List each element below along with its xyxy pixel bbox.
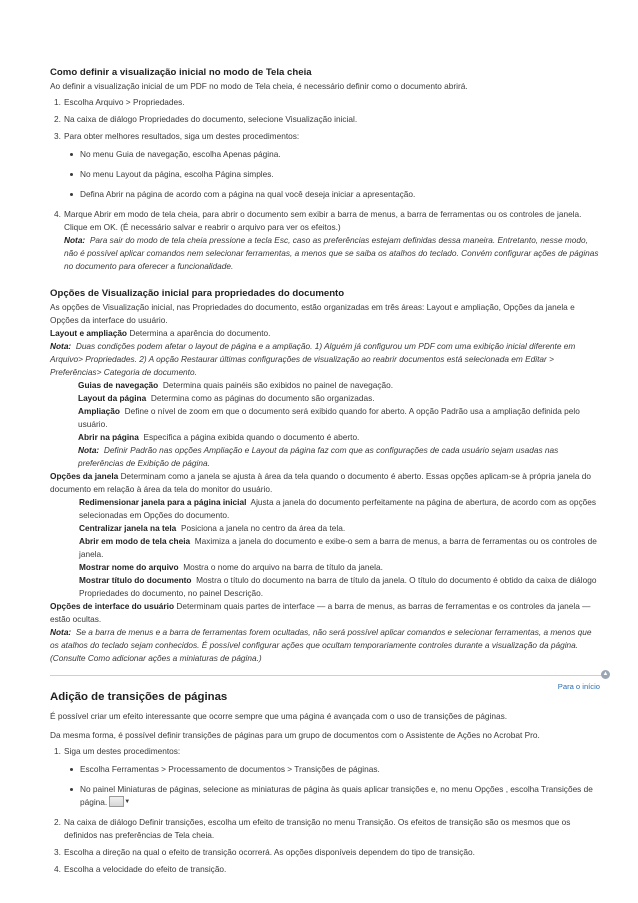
bullet-item: No menu Layout da página, escolha Página simples. xyxy=(64,168,602,181)
definition: Opções de interface do usuário Determinam quais partes de interface — a barra de menus, as barras de ferramentas e os controles da janela — estão ocultas. xyxy=(50,601,591,624)
definition: Redimensionar janela para a página inicial Ajusta a janela do documento perfeitamente na página de abertura, de acordo com as opções selecionadas em Opções do documento. xyxy=(79,497,597,520)
list-item: 3. Para obter melhores resultados, siga um destes procedimentos: No menu Guia de navegação, escolha Apenas página. No menu Layout da página, escolha Página simples. Defina Abrir na página de acordo com a página na qual você deseja iniciar a apresentação. xyxy=(50,130,602,201)
section-title: Como definir a visualização inicial no modo de Tela cheia xyxy=(50,67,312,78)
section-intro: Ao definir a visualização inicial de um PDF no modo de Tela cheia, é necessário definir como o documento abrirá. xyxy=(50,81,468,91)
definition: Mostrar nome do arquivo Mostra o nome do arquivo na barra de título da janela. xyxy=(79,562,383,572)
dropdown-arrow-icon: ▼ xyxy=(124,799,131,805)
definition: Guias de navegação Determina quais painéis são exibidos no painel de navegação. xyxy=(78,380,394,390)
definition: Opções da janela Determinam como a janela se ajusta à área da tela quando o documento é aberto. Essas opções aplicam-se à própria janela do documento em relação à área da tela do monitor do usuário. xyxy=(50,471,592,494)
definition: Layout da página Determina como as páginas do documento são organizadas. xyxy=(78,393,375,403)
document-page xyxy=(50,66,609,880)
paragraph: Da mesma forma, é possível definir transições de páginas para um grupo de documentos com o Assistente de Ações no Acrobat Pro. xyxy=(50,730,540,740)
definition: Centralizar janela na tela Posiciona a janela no centro da área da tela. xyxy=(79,523,346,533)
definition: Layout e ampliação Determina a aparência do documento. xyxy=(50,328,271,338)
note: Nota: Duas condições podem afetar o layout de página e a ampliação. 1) Alguém já configurou um PDF com uma exibição inicial diferente em Arquivo> Propriedades. 2) A opção Restaurar últimas configurações de visualização ao reabrir documentos está selecionada em Editar > Preferências> Categoria de documento. xyxy=(50,341,576,377)
window-options xyxy=(50,496,602,600)
list-item: 1. Escolha Arquivo > Propriedades. xyxy=(54,97,185,107)
section-intro: As opções de Visualização inicial, nas Propriedades do documento, estão organizadas em três áreas: Layout e ampliação, Opções da janela e Opções da interface do usuário. xyxy=(50,302,575,325)
arrow-up-icon[interactable]: ▲ xyxy=(602,671,609,677)
bullet-item: No painel Miniaturas de páginas, selecione as miniaturas de página às quais aplicar transições e, no menu Opções , escolha Transições de página. ▼ xyxy=(64,783,602,809)
section-divider xyxy=(50,671,609,691)
definition: Abrir na página Especifica a página exibida quando o documento é aberto. xyxy=(78,432,360,442)
note: Nota: Definir Padrão nas opções Ampliação e Layout da página faz com que as configurações de cada usuário sejam usadas nas preferências de Exibição de página. xyxy=(78,445,559,468)
steps-list xyxy=(50,745,602,876)
note: Nota: Se a barra de menus e a barra de ferramentas forem ocultadas, não será possível aplicar comandos e selecionar ferramentas, a menos que os atalhos do teclado sejam conhecidos. É possível configurar ações que ocultam temporariamente controles durante a visualização da página. (Consulte Como adicionar ações a miniaturas de página.) xyxy=(50,627,592,663)
bullet-list xyxy=(64,763,602,809)
list-item: 4. Marque Abrir em modo de tela cheia, para abrir o documento sem exibir a barra de menus, a barra de ferramentas ou os controles de janela. Clique em OK. (É necessário salvar e reabrir o arquivo para ver os efeitos.) Nota: Para sair do modo de tela cheia pressione a tecla Esc, caso as preferências estejam definidas dessa maneira. Entretanto, nesse modo, não é possível aplicar comandos nem selecionar ferramentas, a menos que se saiba os atalhos do teclado. Convém configurar ações de páginas no documento para oferecer a funcionalidade. xyxy=(54,209,599,271)
section-title: Opções de Visualização inicial para propriedades do documento xyxy=(50,288,345,299)
bullet-item: No menu Guia de navegação, escolha Apenas página. xyxy=(64,148,602,161)
list-item: 2. Na caixa de diálogo Propriedades do documento, selecione Visualização inicial. xyxy=(54,114,358,124)
bullet-list xyxy=(64,148,602,201)
list-item: 4. Escolha a velocidade do efeito de transição. xyxy=(54,864,227,874)
bullet-item: Escolha Ferramentas > Processamento de documentos > Transições de páginas. xyxy=(64,763,602,776)
transitions-options-icon xyxy=(109,796,124,807)
definition: Ampliação Define o nível de zoom em que o documento será exibido quando for aberto. A opção Padrão usa a ampliação definida pelo usuário. xyxy=(78,406,580,429)
list-item: 1. Siga um destes procedimentos: Escolha Ferramentas > Processamento de documentos > Transições de páginas. No painel Miniaturas de páginas, selecione as miniaturas de página às quais aplicar transições e, no menu Opções , escolha Transições de página. ▼ xyxy=(50,745,602,809)
back-to-top-link[interactable]: Para o início xyxy=(557,682,600,691)
definition: Mostrar título do documento Mostra o título do documento na barra de título da janela. O título do documento é obtido da caixa de diálogo Propriedades do documento, no painel Descrição. xyxy=(79,575,597,598)
list-item: 3. Escolha a direção na qual o efeito de transição ocorrerá. As opções disponíveis dependem do tipo de transição. xyxy=(54,847,475,857)
note: Nota: Para sair do modo de tela cheia pressione a tecla Esc, caso as preferências estejam definidas dessa maneira. Entretanto, nesse modo, não é possível aplicar comandos nem selecionar ferramentas, a menos que se saiba os atalhos do teclado. Convém configurar ações de páginas no documento para oferecer a funcionalidade. xyxy=(64,235,599,271)
bullet-item: Defina Abrir na página de acordo com a página na qual você deseja iniciar a apresentação. xyxy=(64,188,602,201)
steps-list xyxy=(50,96,602,273)
layout-options xyxy=(50,379,602,470)
list-item: 2. Na caixa de diálogo Definir transições, escolha um efeito de transição no menu Transição. Os efeitos de transição são os mesmos que os definidos nas preferências de Tela cheia. xyxy=(54,817,571,840)
paragraph: É possível criar um efeito interessante que ocorre sempre que uma página é avançada com o uso de transições de páginas. xyxy=(50,711,508,721)
section-title: Adição de transições de páginas xyxy=(50,691,228,703)
definition: Abrir em modo de tela cheia Maximiza a janela do documento e exibe-o sem a barra de menus, a barra de ferramentas ou os controles de janela. xyxy=(79,536,597,559)
